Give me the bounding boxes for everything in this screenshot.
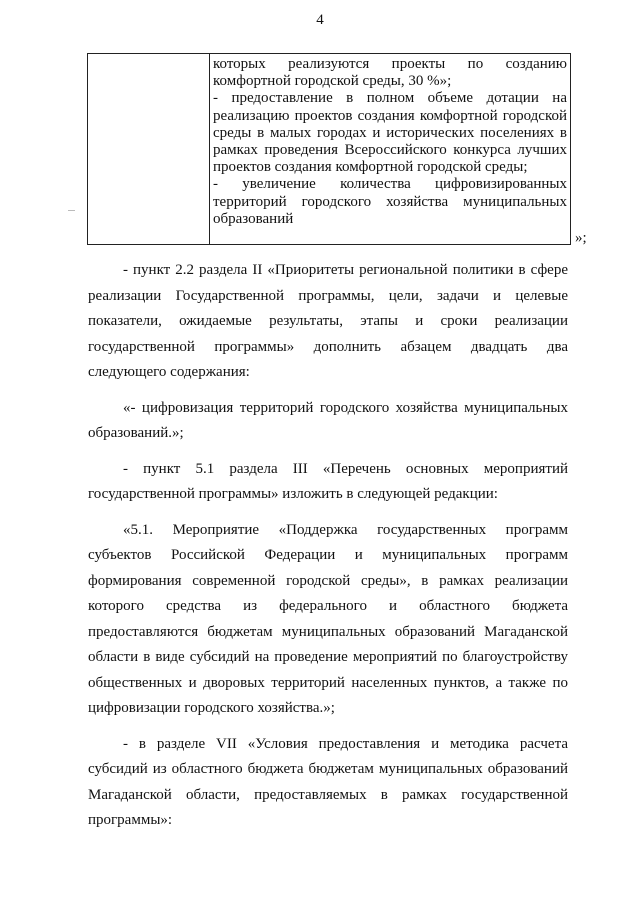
document-body — [88, 258, 568, 834]
paragraph: - в разделе VII «Условия предоставления и методика расчета субсидий из областного бюджета бюджетам муниципальных образований Магаданской области, предоставляемых в рамках государственной программы»: — [88, 735, 568, 828]
paragraph: «5.1. Мероприятие «Поддержка государственных программ субъектов Российской Федерации и муниципальных программ формирования современной городской среды», в рамках реализации которого средства из федерального и областного бюджета предоставляются бюджетам муниципальных образований Магаданской области в виде субсидий на проведение мероприятий по благоустройству общественных и дворовых территорий населенных пунктов, а также по цифровизации городского хозяйства.»; — [88, 521, 568, 716]
paragraph: «- цифровизация территорий городского хозяйства муниципальных образований.»; — [88, 399, 568, 441]
page-number: 4 — [316, 12, 324, 28]
table-closing-quote: »; — [575, 230, 587, 246]
paragraph: - пункт 2.2 раздела II «Приоритеты региональной политики в сфере реализации Государственной программы, цели, задачи и целевые показатели, ожидаемые результаты, этапы и сроки реализации государственной программы» дополнить абзацем двадцать два следующего содержания: — [88, 262, 568, 380]
table-cell-line: которых реализуются проекты по созданию комфортной городской среды, 30 %»; — [213, 56, 567, 90]
table-cell-line: - увеличение количества цифровизированных территорий городского хозяйства муниципальных образований — [213, 176, 567, 227]
table-right-cell — [210, 54, 570, 244]
scan-mark — [68, 210, 75, 211]
table-cell-line: - предоставление в полном объеме дотации на реализацию проектов создания комфортной городской среды в малых городах и исторических поселениях в рамках проведения Всероссийского конкурса лучших проектов создания комфортной городской среды; — [213, 90, 567, 176]
paragraph: - пункт 5.1 раздела III «Перечень основных мероприятий государственной программы» изложить в следующей редакции: — [88, 460, 568, 502]
table-left-cell — [88, 54, 210, 244]
amendment-table — [87, 53, 571, 245]
